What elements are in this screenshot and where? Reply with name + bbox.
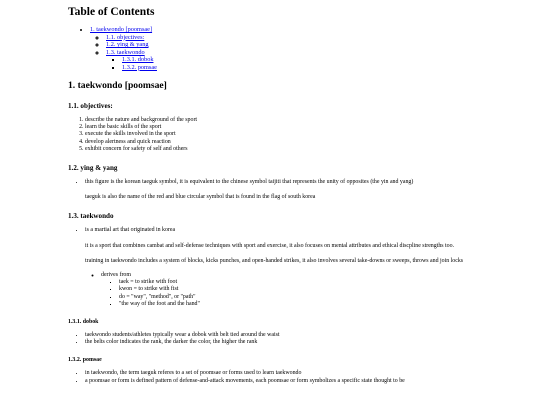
toc-item xyxy=(106,34,526,42)
section-heading-pomsae: 1.3.2. pomsae xyxy=(68,357,102,364)
list-item-text: this figure is the korean taeguk symbol, it is equivalent to the chinese symbol taijiti that represents the unity of opposites (the yin and yang) xyxy=(85,179,414,186)
derives-sublist xyxy=(101,279,526,308)
toc-link-dobok[interactable]: 1.3.1. dobok xyxy=(122,56,154,63)
list-item xyxy=(101,272,526,308)
toc-link-ying-yang[interactable]: 1.2. ying & yang xyxy=(106,41,149,48)
list-item: • in taekwondo, the term taeguk referes to a set of poomsae or forms used to learn taekwondo xyxy=(85,370,526,377)
taekwondo-list xyxy=(68,227,526,308)
list-item: • the belts color indicates the rank, the darker the color, the higher the rank xyxy=(85,339,526,346)
list-item-text: is a martial art that originated in korea xyxy=(85,227,176,234)
paragraph: taeguk is also the name of the red and blue circular symbol that is found in the flag of south korea xyxy=(85,194,316,201)
paragraph: it is a sport that combines cambat and self-defense techniques with sport and exercise, it also focuses on mental attributes and ethical discpline strengths too. xyxy=(85,242,455,249)
toc-link-taekwondo[interactable]: 1.3. taekwondo xyxy=(106,48,145,56)
table-of-contents xyxy=(68,26,526,71)
toc-item xyxy=(90,26,526,71)
list-item: • taekwondo students/athletes typically wear a dobok with belt tied around the waist xyxy=(85,332,526,339)
toc-title: Table of Contents xyxy=(68,6,155,18)
list-item: ▪ taek = to strike with foot xyxy=(119,279,526,286)
list-item: 5. exhibit concern for safety of self and others xyxy=(85,146,526,153)
toc-item xyxy=(106,41,526,49)
toc-link-objectives[interactable]: 1.1. objectives: xyxy=(106,33,145,41)
ying-yang-list xyxy=(68,179,526,201)
list-item: 3. execute the skills involved in the sport xyxy=(85,131,526,138)
section-heading-taekwondo-poomsae: 1. taekwondo [poomsae] xyxy=(68,80,167,91)
section-heading-dobok: 1.3.1. dobok xyxy=(68,319,99,326)
pomsae-list xyxy=(68,370,526,384)
toc-link-taekwondo-poomsae[interactable]: 1. taekwondo [poomsae] xyxy=(90,26,153,33)
list-item-text: derives from xyxy=(101,272,131,279)
list-item xyxy=(85,179,526,201)
toc-link-pomsae[interactable]: 1.3.2. pomsae xyxy=(122,63,157,71)
list-item xyxy=(85,227,526,308)
list-item: ▪ "the way of the foot and the hand" xyxy=(119,301,526,308)
list-item: 2. learn the basic skills of the sport xyxy=(85,124,526,131)
section-heading-objectives: 1.1. objectives: xyxy=(68,102,113,110)
toc-item xyxy=(122,56,526,64)
section-heading-taekwondo: 1.3. taekwondo xyxy=(68,212,114,221)
paragraph: training in taekwondo includes a system of blocks, kicks punches, and open-handed strikes, it also involves several take-downs or sweeps, throws and join locks xyxy=(85,257,464,264)
dobok-list xyxy=(68,332,526,346)
list-item: 4. develop alertness and quick reaction xyxy=(85,139,526,146)
list-item: • a poomsae or form is defined pattern of defense-and-attack movements, each poomsae or form symbolizes a specific state thought to be xyxy=(85,378,526,385)
derives-list xyxy=(85,272,526,308)
toc-item xyxy=(106,49,526,72)
objectives-list xyxy=(68,117,526,153)
list-item: ▪ kwon = to strike with fist xyxy=(119,286,526,293)
list-item: 1. describe the nature and background of the sport xyxy=(85,117,526,124)
section-heading-ying-yang: 1.2. ying & yang xyxy=(68,164,118,173)
toc-item xyxy=(122,64,526,72)
list-item: ▪ do = "way", "method", or "path" xyxy=(119,294,526,301)
